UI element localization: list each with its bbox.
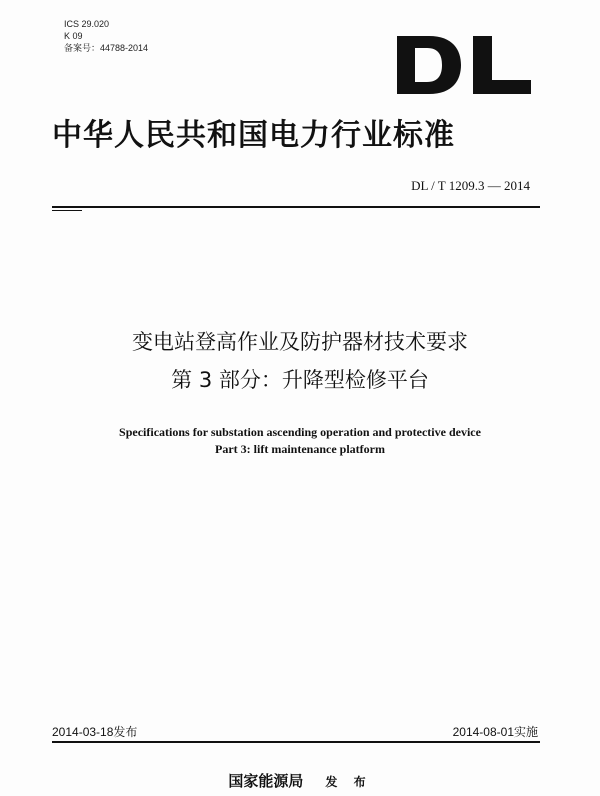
issue-action: 发 布 <box>325 775 372 789</box>
document-title-en-line1: Specifications for substation ascending operation and protective device <box>119 425 481 439</box>
standard-code: DL / T 1209.3 — 2014 <box>411 178 530 193</box>
top-divider <box>52 206 540 208</box>
bottom-divider <box>52 741 540 743</box>
standard-category-title: 中华人民共和国电力行业标准 <box>52 118 455 153</box>
top-divider-mark <box>52 210 82 211</box>
issuing-authority <box>0 770 600 791</box>
header-meta <box>64 18 148 54</box>
document-title-en-line2: Part 3: lift maintenance platform <box>215 442 385 456</box>
filing-number: 备案号：44788-2014 <box>64 43 149 53</box>
implementation-date: 2014-08-01实施 <box>452 725 538 739</box>
classification-code: K 09 <box>64 31 83 41</box>
ics-code: ICS 29.020 <box>64 19 110 29</box>
document-title-cn-line1: 变电站登高作业及防护器材技术要求 <box>132 330 468 354</box>
document-title-cn-line2: 第 3 部分：升降型检修平台 <box>171 368 429 392</box>
issuer-name: 国家能源局 <box>228 772 304 790</box>
publish-date: 2014-03-18发布 <box>52 725 138 739</box>
dl-logo <box>395 34 533 96</box>
